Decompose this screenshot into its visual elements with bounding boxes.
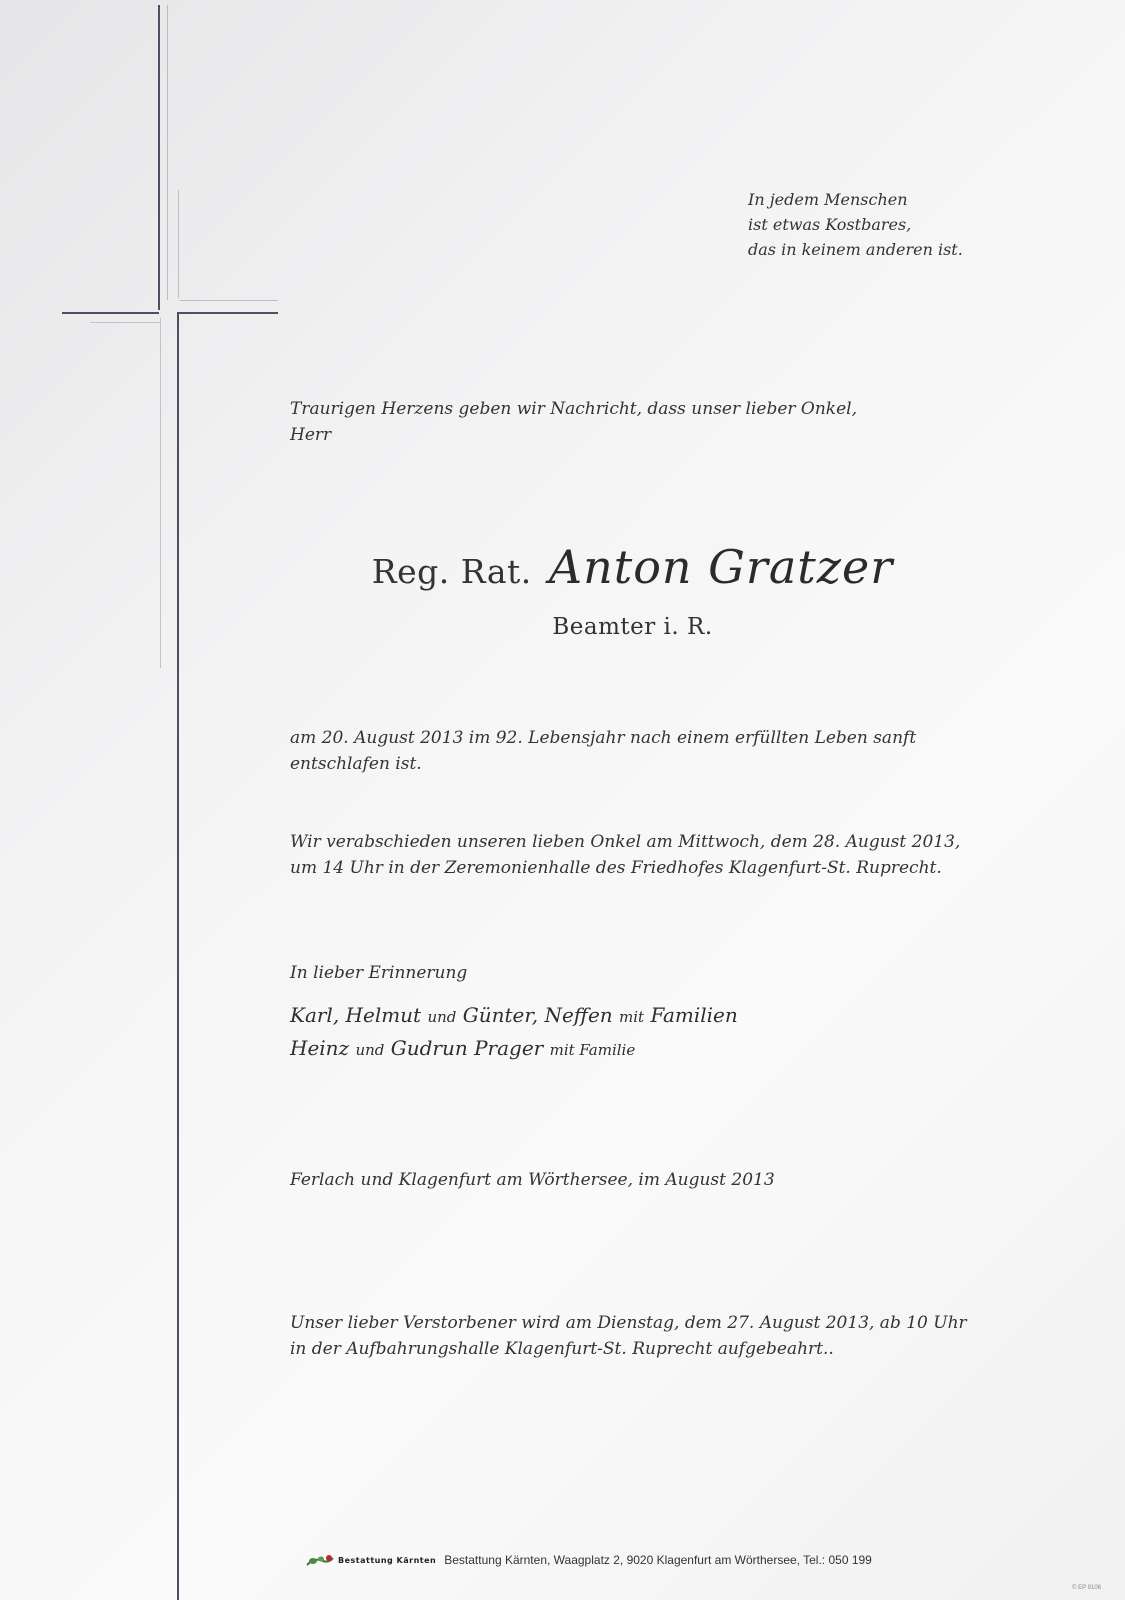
mourner-names: Karl, Helmut xyxy=(290,1003,422,1027)
quote-line: ist etwas Kostbares, xyxy=(748,215,912,234)
viewing-line: in der Aufbahrungshalle Klagenfurt-St. Ruprecht aufgebeahrt.. xyxy=(290,1339,834,1359)
passing-notice xyxy=(290,725,916,777)
deceased-title: Reg. Rat. xyxy=(371,552,532,591)
passing-line: entschlafen ist. xyxy=(290,754,422,774)
mourner-family: Familien xyxy=(650,1003,738,1027)
funeral-home-address: Bestattung Kärnten, Waagplatz 2, 9020 Klagenfurt am Wörthersee, Tel.: 050 199 xyxy=(444,1553,872,1567)
footer xyxy=(305,1553,872,1567)
mourners-line xyxy=(290,1033,738,1066)
mourner-names: Heinz xyxy=(290,1036,350,1060)
mourners-line xyxy=(290,1000,738,1033)
deceased-name-line xyxy=(0,540,1125,594)
cross-vertical-bottom xyxy=(177,312,179,1600)
rose-icon xyxy=(305,1553,335,1567)
farewell-line: um 14 Uhr in der Zeremonienhalle des Friedhofes Klagenfurt-St. Ruprecht. xyxy=(290,858,942,878)
cross-arm-left-shadow xyxy=(90,322,160,323)
mourner-suffix: mit xyxy=(619,1008,645,1026)
announcement-line: Herr xyxy=(290,425,332,445)
mourner-names: Gudrun Prager xyxy=(390,1036,544,1060)
cross-vertical-top xyxy=(158,5,160,310)
memory-label: In lieber Erinnerung xyxy=(290,963,468,983)
mourners xyxy=(290,1000,738,1066)
print-code: © EP 9106 xyxy=(1072,1585,1101,1591)
passing-line: am 20. August 2013 im 92. Lebensjahr nach einem erfüllten Leben sanft xyxy=(290,728,917,748)
mourner-names: Günter, Neffen xyxy=(462,1003,613,1027)
cross-vertical-top-shadow xyxy=(167,5,168,300)
quote-line: In jedem Menschen xyxy=(748,190,908,209)
quote xyxy=(748,187,963,262)
farewell-line: Wir verabschieden unseren lieben Onkel am Mittwoch, dem 28. August 2013, xyxy=(290,832,961,852)
announcement xyxy=(290,396,857,448)
announcement-line: Traurigen Herzens geben wir Nachricht, dass unser lieber Onkel, xyxy=(290,399,858,419)
cross-decoration xyxy=(0,0,300,1600)
funeral-home-logo xyxy=(305,1553,436,1567)
logo-text: Bestattung Kärnten xyxy=(338,1555,437,1565)
place-date: Ferlach und Klagenfurt am Wörthersee, im August 2013 xyxy=(290,1170,775,1190)
cross-arm-right-shadow xyxy=(180,300,278,301)
deceased-name: Anton Gratzer xyxy=(548,540,894,594)
cross-vertical-right-shadow xyxy=(178,190,179,298)
viewing-line: Unser lieber Verstorbener wird am Dienstag, dem 27. August 2013, ab 10 Uhr xyxy=(290,1313,967,1333)
quote-line: das in keinem anderen ist. xyxy=(748,240,963,259)
mourner-suffix: mit Familie xyxy=(549,1041,636,1059)
cross-arm-right xyxy=(178,312,278,314)
farewell-notice xyxy=(290,829,960,881)
cross-arm-left xyxy=(62,312,159,314)
deceased-occupation: Beamter i. R. xyxy=(552,614,713,640)
mourner-joiner: und xyxy=(427,1008,457,1026)
viewing-notice xyxy=(290,1310,967,1362)
mourner-joiner: und xyxy=(355,1041,385,1059)
